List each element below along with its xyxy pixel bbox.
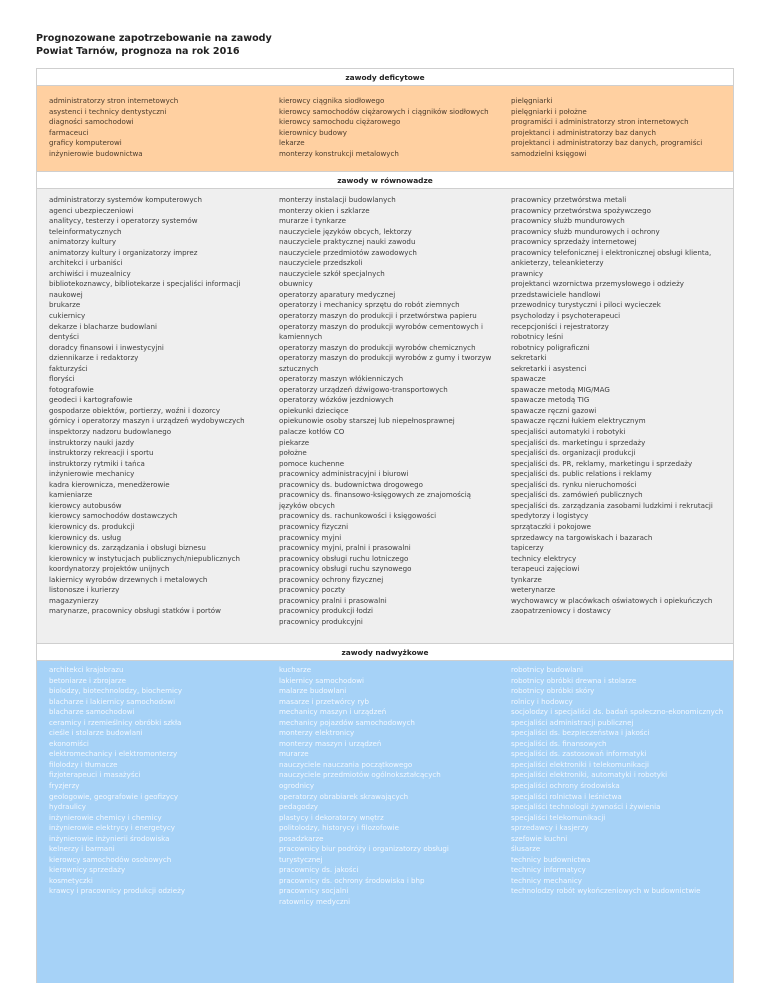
occupation-item: operatorzy i mechanicy sprzętu do robót ziemnych (279, 300, 460, 310)
occupation-item: palacze kotłów CO (279, 427, 345, 437)
occupation-item: recepcjoniści i rejestratorzy (511, 321, 609, 331)
occupation-item: ślusarze (511, 844, 541, 854)
occupation-item: specjaliści technologii żywności i żywienia (511, 802, 661, 812)
occupation-item: instruktorzy rytmiki i tańca (49, 458, 145, 468)
occupation-item: masarze i przetwórcy ryb (279, 696, 369, 706)
occupation-item: pracownicy pralni i prasowalni (279, 595, 387, 605)
occupation-item: opiekunowie osoby starszej lub niepełnosprawnej (279, 416, 455, 426)
occupation-item: operatorzy obrabiarek skrawających (279, 791, 409, 801)
occupation-item: pracownicy ochrony fizycznej (279, 574, 384, 584)
occupation-item: piekarze (279, 437, 310, 447)
surplus-column-2 (271, 665, 501, 983)
occupation-item: robotnicy obróbki drewna i stolarze (511, 675, 637, 685)
occupation-item: politolodzy, historycy i filozofowie (279, 823, 399, 833)
occupation-item: monterzy instalacji budowlanych (279, 195, 396, 204)
occupation-item: graficy komputerowi (49, 138, 122, 148)
occupation-item: pracownicy obsługi ruchu lotniczego (279, 553, 409, 563)
occupation-item: kierowcy ciągnika siodłowego (279, 96, 385, 105)
title-line-2: Powiat Tarnów, prognoza na rok 2016 (36, 46, 240, 57)
occupation-item: nauczyciele przedmiotów ogólnokształcących (279, 770, 441, 780)
balance-column-1 (37, 195, 271, 643)
occupation-item: operatorzy urządzeń dźwigowo-transportowych (279, 384, 448, 394)
surplus-section (36, 661, 734, 983)
occupation-item: pedagodzy (279, 802, 318, 812)
occupation-item: sekretarki i asystenci (511, 363, 587, 373)
occupation-item: specjaliści ds. finansowych (511, 738, 607, 748)
occupation-item: pracownicy biur podróży i organizatorzy obsługi turystycznej (279, 844, 449, 864)
occupation-item: specjaliści elektroniki i telekomunikacji (511, 759, 649, 769)
occupation-item: sprzedawcy i kasjerzy (511, 823, 589, 833)
occupation-item: farmaceuci (49, 127, 89, 137)
occupation-item: ekonomiści (49, 738, 89, 748)
occupation-item: spawacze metodą TIG (511, 395, 590, 405)
occupation-item: administratorzy stron internetowych (49, 96, 179, 105)
deficit-column-3 (501, 96, 733, 171)
occupation-item: pracownicy ds. jakości (279, 865, 359, 875)
occupation-item: wychowawcy w placówkach oświatowych i opiekuńczych (511, 595, 713, 605)
occupation-item: pracownicy myjni (279, 532, 342, 542)
occupation-item: położne (279, 448, 307, 458)
page-title (36, 32, 272, 58)
occupation-item: kierowcy autobusów (49, 500, 122, 510)
occupation-item: lekarze (279, 138, 305, 148)
occupation-item: specjaliści ds. zarządzania zasobami ludzkimi i rekrutacji (511, 500, 713, 510)
occupation-item: administratorzy systemów komputerowych (49, 195, 202, 204)
occupation-item: operatorzy aparatury medycznej (279, 289, 396, 299)
occupation-item: technicy elektrycy (511, 553, 577, 563)
occupation-item: przedstawiciele handlowi (511, 289, 601, 299)
occupation-item: fizjoterapeuci i masażyści (49, 770, 141, 780)
occupation-item: biolodzy, biotechnolodzy, biochemicy (49, 686, 183, 696)
occupation-item: fakturzyści (49, 363, 88, 373)
occupation-item: technicy informatycy (511, 865, 586, 875)
occupation-item: kelnerzy i barmani (49, 844, 115, 854)
occupation-item: inspektorzy nadzoru budowlanego (49, 427, 172, 437)
occupation-item: operatorzy maszyn włókienniczych (279, 374, 404, 384)
occupation-item: specjaliści ds. marketingu i sprzedaży (511, 437, 646, 447)
occupation-item: marynarze, pracownicy obsługi statków i portów (49, 606, 221, 616)
occupation-item: specjaliści ochrony środowiska (511, 781, 620, 791)
occupation-item: blacharze samochodowi (49, 707, 135, 717)
occupation-item: monterzy konstrukcji metalowych (279, 148, 399, 158)
occupation-item: nauczyciele szkół specjalnych (279, 268, 385, 278)
occupation-item: spawacze (511, 374, 546, 384)
occupation-item: sprzątaczki i pokojowe (511, 521, 592, 531)
occupation-item: instruktorzy rekreacji i sportu (49, 448, 154, 458)
occupation-item: pielęgniarki (511, 96, 553, 105)
occupation-item: technicy mechanicy (511, 875, 582, 885)
occupation-item: posadzkarze (279, 833, 324, 843)
occupation-item: specjaliści ds. PR, reklamy, marketingu i sprzedaży (511, 458, 693, 468)
occupation-item: robotnicy budowlani (511, 665, 583, 674)
occupation-item: lakiernicy wyrobów drzewnych i metalowych (49, 574, 208, 584)
occupation-item: fotografowie (49, 384, 94, 394)
surplus-header: zawody nadwyżkowe (36, 643, 734, 661)
occupation-item: geodeci i kartografowie (49, 395, 133, 405)
occupation-item: przewodnicy turystyczni i piloci wycieczek (511, 300, 661, 310)
occupation-item: fryzjerzy (49, 781, 80, 791)
occupation-item: pracownicy produkcji łodzi (279, 606, 373, 616)
occupation-item: zaopatrzeniowcy i dostawcy (511, 606, 611, 616)
occupation-item: kierownicy w instytucjach publicznych/niepublicznych (49, 553, 241, 563)
deficit-header: zawody deficytowe (36, 68, 734, 86)
occupation-item: specjaliści elektroniki, automatyki i robotyki (511, 770, 668, 780)
occupation-item: agenci ubezpieczeniowi (49, 205, 134, 215)
deficit-column-1 (37, 96, 271, 171)
occupation-item: tapicerzy (511, 543, 544, 553)
occupation-item: koordynatorzy projektów unijnych (49, 564, 170, 574)
occupation-item: spawacze ręczni gazowi (511, 405, 597, 415)
balance-column-2 (271, 195, 501, 643)
occupation-item: spedytorzy i logistycy (511, 511, 589, 521)
occupation-item: inżynierowie inżynierii środowiska (49, 833, 170, 843)
occupation-item: monterzy okien i szklarze (279, 205, 370, 215)
occupation-item: kierowcy samochodu ciężarowego (279, 117, 401, 127)
occupation-item: dekarze i blacharze budowlani (49, 321, 157, 331)
occupation-item: ogrodnicy (279, 781, 315, 791)
occupation-item: specjaliści ds. organizacji produkcji (511, 448, 636, 458)
occupation-item: operatorzy maszyn do produkcji i przetwórstwa papieru (279, 311, 477, 321)
occupation-item: programiści i administratorzy stron internetowych (511, 117, 689, 127)
occupation-item: cieśle i stolarze budowlani (49, 728, 143, 738)
occupation-item: pracownicy ds. rachunkowości i księgowości (279, 511, 437, 521)
occupation-item: ceramicy i rzemieślnicy obróbki szkła (49, 717, 182, 727)
occupation-item: specjaliści automatyki i robotyki (511, 427, 626, 437)
occupation-item: hydraulicy (49, 802, 86, 812)
deficit-section (36, 86, 734, 171)
occupation-item: operatorzy maszyn do produkcji wyrobów chemicznych (279, 342, 476, 352)
occupation-item: kierowcy samochodów dostawczych (49, 511, 178, 521)
surplus-column-3 (501, 665, 733, 983)
occupation-item: dziennikarze i redaktorzy (49, 353, 139, 363)
occupation-item: specjaliści ds. zamówień publicznych (511, 490, 643, 500)
occupation-item: spawacze metodą MIG/MAG (511, 384, 610, 394)
occupation-item: robotnicy obróbki skóry (511, 686, 595, 696)
occupation-item: kierownicy budowy (279, 127, 348, 137)
occupation-item: technicy budownictwa (511, 854, 591, 864)
occupation-item: specjaliści ds. zastosowań informatyki (511, 749, 647, 759)
occupation-item: doradcy finansowi i inwestycyjni (49, 342, 164, 352)
occupation-item: operatorzy wózków jezdniowych (279, 395, 394, 405)
occupation-item: inżynierowie elektrycy i energetycy (49, 823, 175, 833)
occupation-item: asystenci i technicy dentystyczni (49, 106, 167, 116)
occupation-item: gospodarze obiektów, portierzy, woźni i dozorcy (49, 405, 221, 415)
occupation-item: projektanci wzornictwa przemysłowego i odzieży (511, 279, 684, 289)
occupation-item: animatorzy kultury (49, 237, 117, 247)
occupation-item: kucharze (279, 665, 312, 674)
occupation-item: pracownicy administracyjni i biurowi (279, 469, 409, 479)
occupation-item: pracownicy poczty (279, 585, 346, 595)
occupation-item: spawacze ręczni łukiem elektrycznym (511, 416, 646, 426)
occupation-item: specjaliści telekomunikacji (511, 812, 606, 822)
occupation-item: projektanci i administratorzy baz danych, programiści (511, 138, 703, 148)
occupation-item: pracownicy ds. budownictwa drogowego (279, 479, 423, 489)
occupation-item: pielęgniarki i położne (511, 106, 587, 116)
occupation-item: floryści (49, 374, 75, 384)
occupation-item: cukiernicy (49, 311, 86, 321)
occupation-item: listonosze i kurierzy (49, 585, 120, 595)
occupation-item: pracownicy przetwórstwa metali (511, 195, 627, 204)
occupation-item: rolnicy i hodowcy (511, 696, 573, 706)
occupation-item: specjaliści rolnictwa i leśnictwa (511, 791, 622, 801)
occupation-item: elektromechanicy i elektromonterzy (49, 749, 178, 759)
occupation-item: specjaliści ds. public relations i reklamy (511, 469, 652, 479)
occupation-item: opiekunki dziecięce (279, 405, 349, 415)
occupation-item: kosmetyczki (49, 875, 93, 885)
occupations-table (36, 68, 734, 983)
occupation-item: operatorzy maszyn do produkcji wyrobów z gumy i tworzyw sztucznych (279, 353, 492, 373)
occupation-item: inżynierowie chemicy i chemicy (49, 812, 162, 822)
occupation-item: pomoce kuchenne (279, 458, 345, 468)
occupation-item: lakiernicy samochodowi (279, 675, 365, 685)
occupation-item: archiwiści i muzealnicy (49, 268, 131, 278)
occupation-item: specjaliści administracji publicznej (511, 717, 634, 727)
occupation-item: monterzy maszyn i urządzeń (279, 738, 382, 748)
occupation-item: górnicy i operatorzy maszyn i urządzeń wydobywczych (49, 416, 245, 426)
occupation-item: pracownicy socjalni (279, 886, 349, 896)
occupation-item: prawnicy (511, 268, 544, 278)
occupation-item: kierownicy sprzedaży (49, 865, 126, 875)
occupation-item: malarze budowlani (279, 686, 347, 696)
occupation-item: tynkarze (511, 574, 542, 584)
occupation-item: kamieniarze (49, 490, 93, 500)
occupation-item: pracownicy obsługi ruchu szynowego (279, 564, 412, 574)
occupation-item: robotnicy leśni (511, 332, 564, 342)
occupation-item: kierownicy ds. usług (49, 532, 122, 542)
occupation-item: samodzielni księgowi (511, 148, 587, 158)
occupation-item: kierownicy ds. produkcji (49, 521, 135, 531)
occupation-item: sekretarki (511, 353, 547, 363)
occupation-item: filolodzy i tłumacze (49, 759, 118, 769)
balance-header: zawody w równowadze (36, 171, 734, 189)
occupation-item: instruktorzy nauki jazdy (49, 437, 135, 447)
occupation-item: nauczyciele nauczania początkowego (279, 759, 413, 769)
occupation-item: nauczyciele praktycznej nauki zawodu (279, 237, 416, 247)
surplus-column-1 (37, 665, 271, 983)
occupation-item: monterzy elektronicy (279, 728, 355, 738)
occupation-item: animatorzy kultury i organizatorzy imprez (49, 247, 198, 257)
occupation-item: kierowcy samochodów ciężarowych i ciągników siodłowych (279, 106, 489, 116)
occupation-item: murarze (279, 749, 309, 759)
occupation-item: pracownicy fizyczni (279, 521, 349, 531)
occupation-item: pracownicy produkcyjni (279, 616, 363, 626)
occupation-item: terapeuci zajęciowi (511, 564, 580, 574)
occupation-item: pracownicy przetwórstwa spożywczego (511, 205, 651, 215)
occupation-item: blacharze i lakiernicy samochodowi (49, 696, 176, 706)
occupation-item: nauczyciele przedszkoli (279, 258, 363, 268)
occupation-item: geologowie, geografowie i geofizycy (49, 791, 179, 801)
balance-section (36, 189, 734, 643)
occupation-item: projektanci i administratorzy baz danych (511, 127, 656, 137)
occupation-item: krawcy i pracownicy produkcji odzieży (49, 886, 186, 896)
occupation-item: obuwnicy (279, 279, 313, 289)
occupation-item: weterynarze (511, 585, 556, 595)
occupation-item: szefowie kuchni (511, 833, 568, 843)
occupation-item: pracownicy ds. finansowo-księgowych ze znajomością języków obcych (279, 490, 472, 510)
occupation-item: robotnicy poligraficzni (511, 342, 590, 352)
occupation-item: architekci i urbaniści (49, 258, 123, 268)
occupation-item: kadra kierownicza, menedżerowie (49, 479, 170, 489)
occupation-item: pracownicy telefonicznej i elektronicznej obsługi klienta, ankieterzy, teleankieterzy (511, 247, 712, 268)
occupation-item: operatorzy maszyn do produkcji wyrobów cementowych i kamiennych (279, 321, 483, 342)
occupation-item: inżynierowie mechanicy (49, 469, 135, 479)
occupation-item: kierownicy ds. zarządzania i obsługi biznesu (49, 543, 206, 553)
occupation-item: magazynierzy (49, 595, 99, 605)
occupation-item: mechanicy pojazdów samochodowych (279, 717, 415, 727)
occupation-item: brukarze (49, 300, 81, 310)
occupation-item: ratownicy medyczni (279, 897, 351, 907)
occupation-item: psycholodzy i psychoterapeuci (511, 311, 621, 321)
occupation-item: mechanicy maszyn i urządzeń (279, 707, 387, 717)
title-line-1: Prognozowane zapotrzebowanie na zawody (36, 33, 272, 44)
occupation-item: pracownicy myjni, pralni i prasowalni (279, 543, 411, 553)
occupation-item: inżynierowie budownictwa (49, 148, 143, 158)
deficit-column-2 (271, 96, 501, 171)
occupation-item: pracownicy sprzedaży internetowej (511, 237, 637, 247)
occupation-item: pracownicy służb mundurowych i ochrony (511, 226, 660, 236)
occupation-item: pracownicy służb mundurowych (511, 216, 625, 226)
occupation-item: bibliotekoznawcy, bibliotekarze i specjaliści informacji naukowej (49, 279, 241, 299)
occupation-item: murarze i tynkarze (279, 216, 346, 226)
occupation-item: plastycy i dekoratorzy wnętrz (279, 812, 384, 822)
occupation-item: nauczyciele języków obcych, lektorzy (279, 226, 412, 236)
occupation-item: socjolodzy i specjaliści ds. badań społeczno-ekonomicznych (511, 707, 724, 717)
occupation-item: pracownicy ds. ochrony środowiska i bhp (279, 875, 425, 885)
occupation-item: analitycy, testerzy i operatorzy systemów teleinformatycznych (49, 216, 198, 236)
occupation-item: specjaliści ds. rynku nieruchomości (511, 479, 637, 489)
occupation-item: technolodzy robót wykończeniowych w budownictwie (511, 886, 701, 896)
occupation-item: sprzedawcy na targowiskach i bazarach (511, 532, 653, 542)
occupation-item: nauczyciele przedmiotów zawodowych (279, 247, 417, 257)
occupation-item: dentyści (49, 332, 79, 342)
occupation-item: betoniarze i zbrojarze (49, 675, 126, 685)
balance-column-3 (501, 195, 733, 643)
occupation-item: architekci krajobrazu (49, 665, 124, 674)
occupation-item: kierowcy samochodów osobowych (49, 854, 172, 864)
occupation-item: specjaliści ds. bezpieczeństwa i jakości (511, 728, 650, 738)
occupation-item: diagności samochodowi (49, 117, 134, 127)
